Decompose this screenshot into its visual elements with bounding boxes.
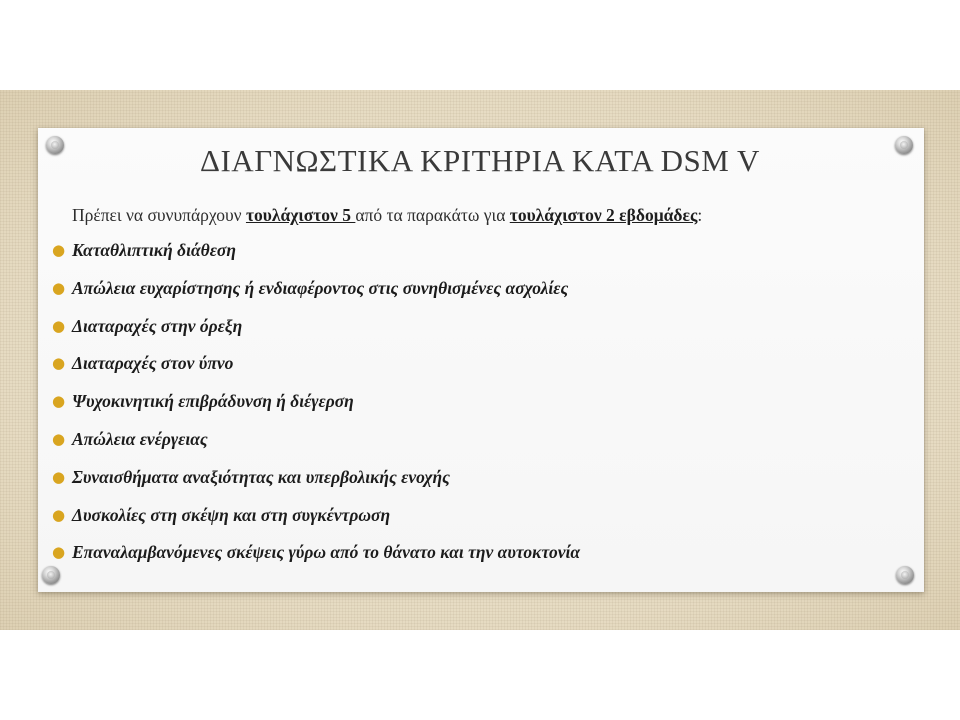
bullet-icon: ● [52,392,66,411]
criterion-text: Δυσκολίες στη σκέψη και στη συγκέντρωση [72,504,391,525]
bullet-icon: ● [52,467,66,486]
bullet-icon: ● [52,316,66,335]
bullet-icon: ● [52,278,66,297]
rivet-bottom-right-icon [896,566,914,584]
criterion-text: Απώλεια ενέργειας [72,428,208,449]
intro-bold-duration: τουλάχιστον 2 εβδομάδες [509,205,698,225]
bullet-icon: ● [52,354,66,373]
bullet-icon: ● [52,241,66,259]
criterion-text: Ψυχοκινητική επιβράδυνση ή διέγερση [72,391,354,412]
criterion-text: Διαταραχές στον ύπνο [72,353,234,374]
slide-title: ΔΙΑΓΝΩΣΤΙΚΑ ΚΡΙΤΗΡΙΑ ΚΑΤΑ DSM V [200,143,760,178]
bullet-icon: ● [52,505,66,524]
intro-prefix: Πρέπει να συνυπάρχουν [72,205,246,225]
criterion-text: Καταθλιπτική διάθεση [72,240,236,260]
intro-suffix: : [697,205,703,225]
criterion-text: Απώλεια ευχαρίστησης ή ενδιαφέροντος στις συνηθισμένες ασχολίες [72,277,569,298]
criterion-text: Διαταραχές στην όρεξη [72,315,243,336]
intro-text [72,205,702,226]
intro-middle: από τα παρακάτω για [355,205,510,225]
bullet-icon: ● [52,429,66,448]
criterion-text: Συναισθήματα αναξιότητας και υπερβολικής ενοχής [72,466,450,487]
criterion-text: Επαναλαμβανόμενες σκέψεις γύρω από το θάνατο και την αυτοκτονία [72,542,581,563]
intro-bold-min-count: τουλάχιστον 5 [245,205,356,225]
bullet-icon: ● [52,543,66,562]
